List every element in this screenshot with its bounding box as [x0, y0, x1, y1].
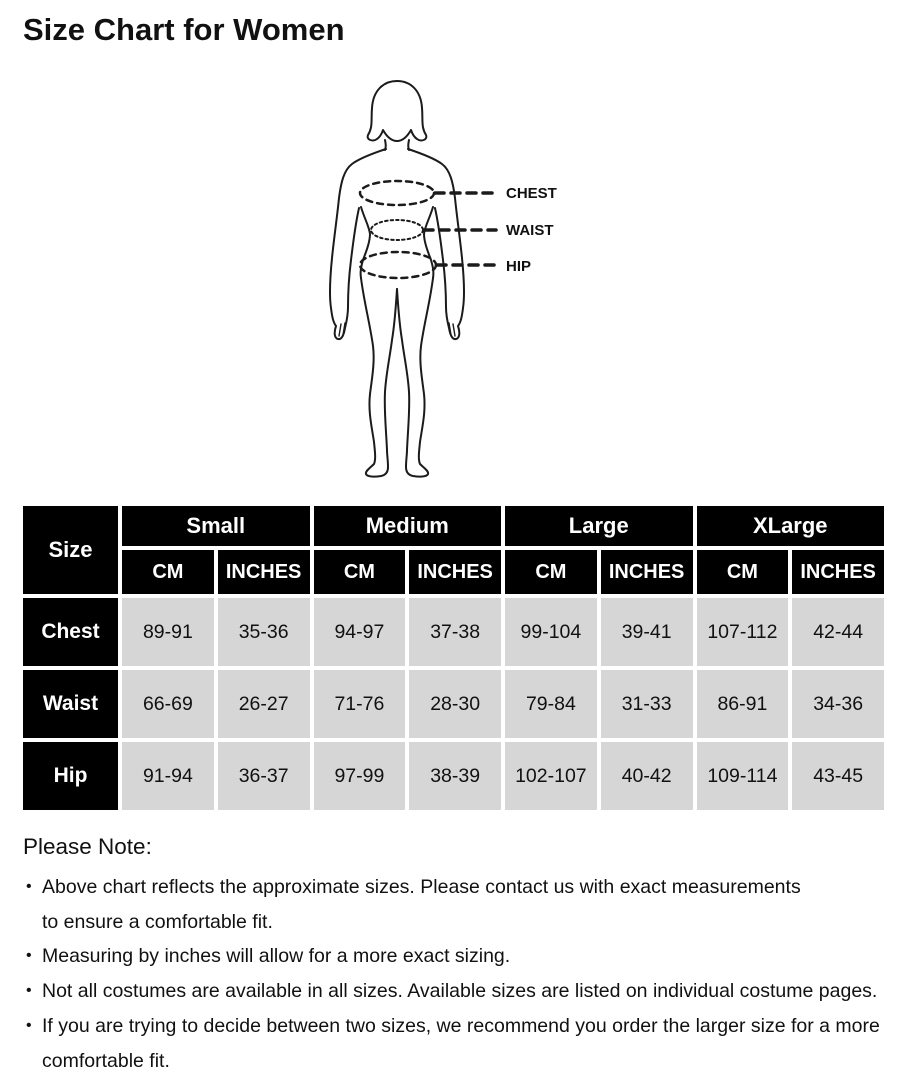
size-chart-table — [19, 502, 888, 814]
note-item: • If you are trying to decide between two sizes, we recommend you order the larger size for a more comfortable fit. — [23, 1009, 895, 1078]
woman-figure-illustration — [0, 60, 905, 485]
size-group-xlarge: XLarge — [697, 506, 885, 546]
table-data-cell: 94-97 — [314, 598, 406, 666]
note-item: • Above chart reflects the approximate sizes. Please contact us with exact measurements to ensure a comfortable fit. — [23, 870, 813, 939]
unit-header-cm: CM — [314, 550, 406, 594]
table-corner-cell: Size — [23, 506, 118, 594]
row-label-waist: Waist — [23, 670, 118, 738]
table-data-cell: 37-38 — [409, 598, 501, 666]
table-group-header-row — [23, 506, 884, 546]
unit-header-cm: CM — [122, 550, 214, 594]
unit-header-cm: CM — [697, 550, 789, 594]
table-data-cell: 43-45 — [792, 742, 884, 810]
unit-header-inches: INCHES — [218, 550, 310, 594]
table-row-hip — [23, 742, 884, 810]
chest-label: CHEST — [506, 185, 557, 202]
figure-left-leg — [361, 278, 397, 477]
table-data-cell: 40-42 — [601, 742, 693, 810]
unit-header-inches: INCHES — [792, 550, 884, 594]
table-row-waist — [23, 670, 884, 738]
table-data-cell: 35-36 — [218, 598, 310, 666]
table-data-cell: 34-36 — [792, 670, 884, 738]
figure-left-inner-arm — [348, 208, 359, 307]
table-data-cell: 39-41 — [601, 598, 693, 666]
figure-head — [368, 81, 427, 141]
table-data-cell: 79-84 — [505, 670, 597, 738]
body-measurement-diagram — [0, 60, 905, 485]
table-data-cell: 28-30 — [409, 670, 501, 738]
table-data-cell: 99-104 — [505, 598, 597, 666]
table-data-cell: 86-91 — [697, 670, 789, 738]
note-item: • Measuring by inches will allow for a more exact sizing. — [23, 939, 895, 974]
table-row-chest — [23, 598, 884, 666]
chest-measure-ellipse — [360, 181, 434, 205]
page-title: Size Chart for Women — [23, 12, 345, 47]
unit-header-inches: INCHES — [409, 550, 501, 594]
table-data-cell: 107-112 — [697, 598, 789, 666]
table-data-cell: 38-39 — [409, 742, 501, 810]
waist-measure-ellipse — [371, 220, 423, 240]
table-data-cell: 97-99 — [314, 742, 406, 810]
size-group-medium: Medium — [314, 506, 502, 546]
table-data-cell: 71-76 — [314, 670, 406, 738]
notes-section — [23, 834, 895, 1078]
hip-measure-ellipse — [360, 252, 436, 278]
row-label-hip: Hip — [23, 742, 118, 810]
unit-header-inches: INCHES — [601, 550, 693, 594]
figure-left-arm — [330, 149, 386, 339]
size-group-large: Large — [505, 506, 693, 546]
figure-right-arm — [408, 149, 464, 339]
table-unit-header-row — [23, 550, 884, 594]
table-data-cell: 89-91 — [122, 598, 214, 666]
table-data-cell: 31-33 — [601, 670, 693, 738]
notes-list — [23, 870, 895, 1078]
waist-label: WAIST — [506, 222, 554, 239]
note-item: • Not all costumes are available in all sizes. Available sizes are listed on individual costume pages. — [23, 974, 895, 1009]
table-data-cell: 109-114 — [697, 742, 789, 810]
figure-right-torso — [424, 207, 433, 278]
notes-heading: Please Note: — [23, 834, 152, 859]
table-data-cell: 91-94 — [122, 742, 214, 810]
figure-right-leg — [397, 278, 433, 477]
table-data-cell: 102-107 — [505, 742, 597, 810]
figure-right-inner-arm — [435, 208, 446, 307]
table-data-cell: 36-37 — [218, 742, 310, 810]
row-label-chest: Chest — [23, 598, 118, 666]
unit-header-cm: CM — [505, 550, 597, 594]
table-data-cell: 66-69 — [122, 670, 214, 738]
table-data-cell: 26-27 — [218, 670, 310, 738]
table-data-cell: 42-44 — [792, 598, 884, 666]
size-group-small: Small — [122, 506, 310, 546]
hip-label: HIP — [506, 258, 532, 275]
